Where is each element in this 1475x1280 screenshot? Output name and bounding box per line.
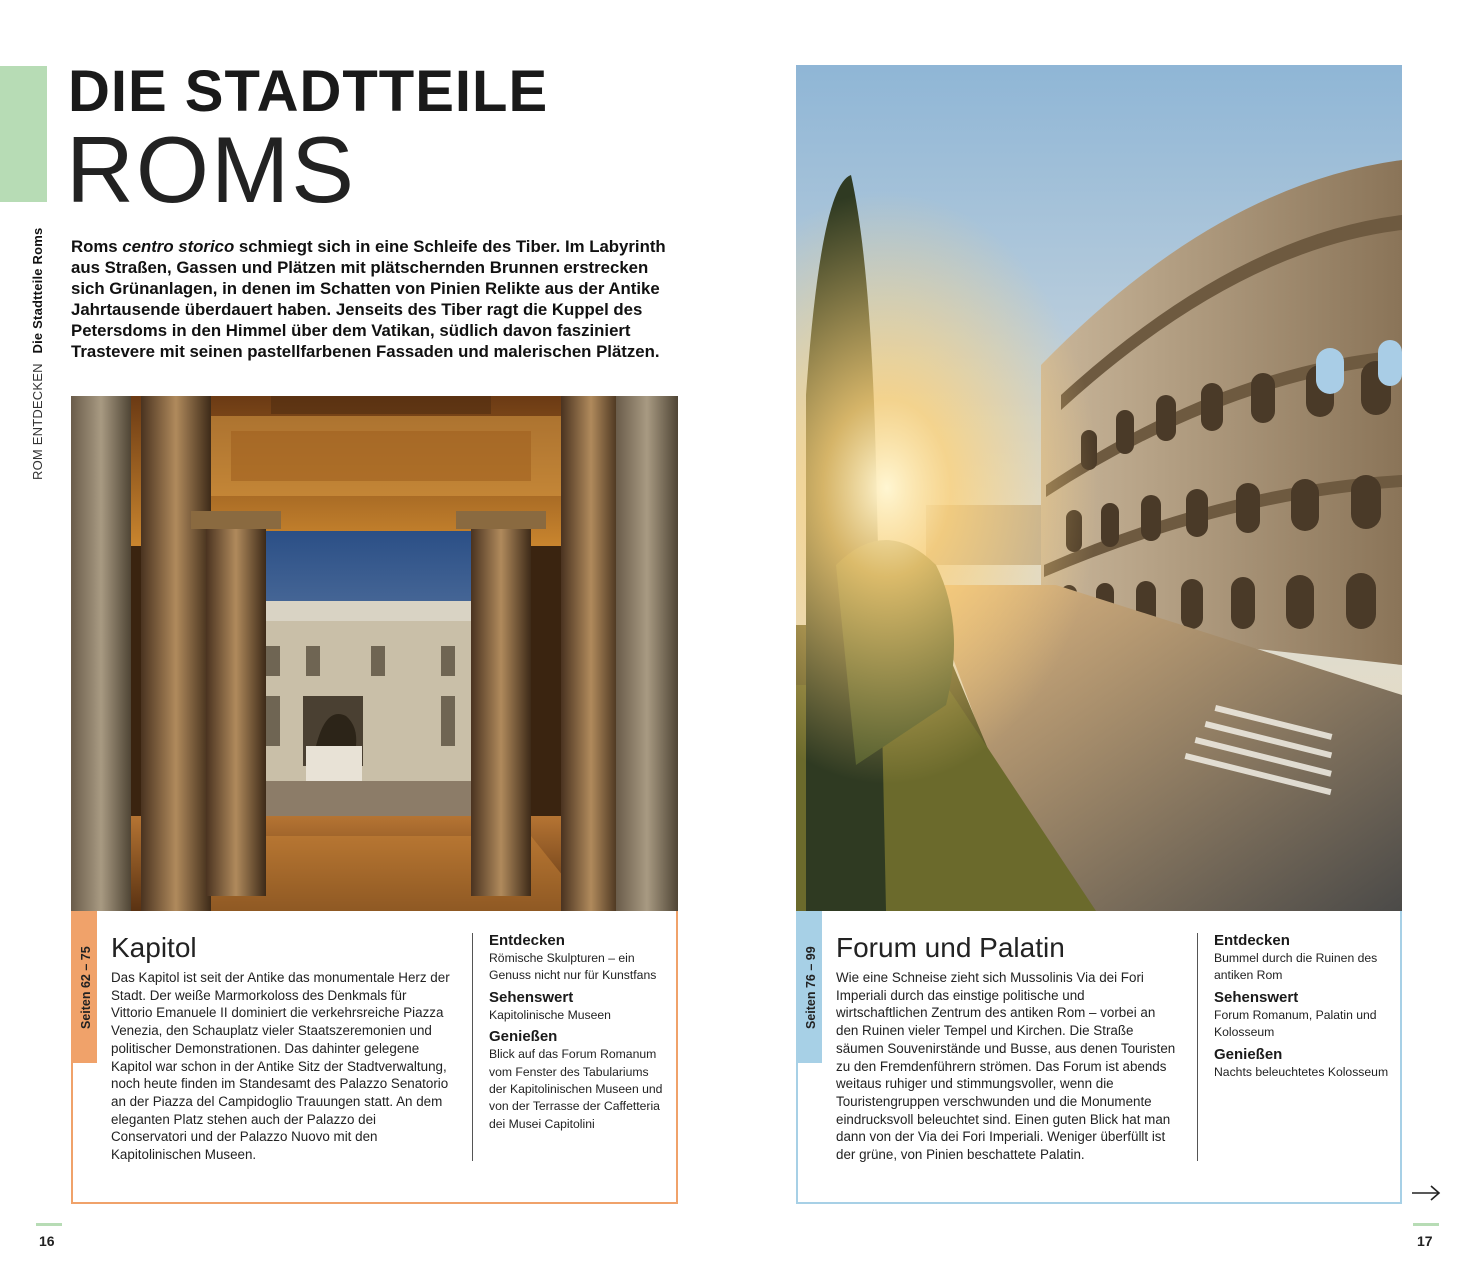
page-number-rule-left [36, 1223, 62, 1226]
intro-text-start: Roms [71, 237, 123, 256]
page-title-line2: ROMS [66, 117, 356, 222]
forum-body: Wie eine Schneise zieht sich Mussolinis Via dei Fori Imperiali durch das einstige politische und wirtschaftlichen Zentrum des antiken Rom – vorbei an den Ruinen vieler Tempel und Kirchen. Die Straße säumen Souvenirstände und Busse, aus denen Touristen zu den Fremdenführern strömen. Das Forum ist abends weitaus ruhiger und stimmungsvoller, wenn die Touristengruppen verschwunden und die Monumente eindrucksvoll beleuchtet sind. Einen guten Blick hat man dann von der Via dei Fori Imperiali. Weniger überfüllt ist der grüne, von Pinien beschattete Palatin. [836, 970, 1176, 1163]
kapitol-geniessen-text: Blick auf das Forum Romanum vom Fenster des Tabulariums der Kapitolinischen Museen und von der Terrasse der Caffetteria dei Musei Capitolini [489, 1047, 663, 1131]
colosseum-photo [796, 65, 1402, 911]
forum-divider [1197, 933, 1198, 1161]
forum-pages-label: Seiten 76 – 99 [804, 946, 818, 1029]
intro-text-rest: schmiegt sich in eine Schleife des Tiber. Im Labyrinth aus Straßen, Gassen und Plätzen mit plätschernden Brunnen erstrecken sich Grünanlagen, in denen im Schatten von Pinien Relikte aus der Antike Jahrtausende überdauert haben. Jenseits des Tiber ragt die Kuppel des Petersdoms in den Himmel über dem Vatikan, südlich davon fasziniert Trastevere mit seinen pastellfarbenen Fassaden und malerischen Plätzen. [71, 237, 666, 361]
kapitol-geniessen-head: Genießen [489, 1028, 558, 1046]
forum-sidebar [1214, 931, 1394, 1084]
forum-infobox [796, 911, 1402, 1204]
page-number-right: 17 [1417, 1233, 1433, 1249]
kapitol-body: Das Kapitol ist seit der Antike das monumentale Herz der Stadt. Der weiße Marmorkoloss des Denkmals für Vittorio Emanuele II dominiert die verkehrsreiche Piazza Venezia, den Schauplatz vieler Staatszeremonien und politischer Demonstrationen. Das dahinter gelegene Kapitol war schon in der Antike Sitz der Stadtverwaltung, noch heute finden im Standesamt des Palazzo Senatorio an der Piazza del Campidoglio Trauungen statt. An dem eleganten Platz stehen auch der Palazzo dei Conservatori und der Palazzo Nuovo mit den Kapitolinischen Museen. [111, 970, 450, 1163]
forum-entdecken-text: Bummel durch die Ruinen des antiken Rom [1214, 951, 1378, 983]
chapter-color-tab [0, 66, 47, 202]
kapitol-sidebar [489, 931, 669, 1136]
intro-italic: centro storico [122, 237, 235, 256]
forum-geniessen-text: Nachts beleuchtetes Kolosseum [1214, 1064, 1389, 1079]
arrow-right-icon[interactable] [1410, 1182, 1442, 1204]
kapitol-divider [472, 933, 473, 1161]
kapitol-entdecken-text: Römische Skulpturen – ein Genuss nicht nur für Kunstfans [489, 951, 657, 983]
kapitol-title: Kapitol [111, 932, 197, 963]
kapitol-photo [71, 396, 678, 911]
kapitol-pages-label: Seiten 62 – 75 [79, 946, 93, 1029]
kapitol-sehenswert-head: Sehenswert [489, 988, 574, 1006]
forum-sehenswert-text: Forum Romanum, Palatin und Kolosseum [1214, 1007, 1377, 1040]
forum-geniessen-head: Genießen [1214, 1045, 1283, 1063]
page-number-left: 16 [39, 1233, 55, 1249]
forum-entdecken-head: Entdecken [1214, 932, 1290, 949]
kapitol-pages-tab [73, 911, 97, 1063]
page-title-line1: DIE STADTTEILE [68, 59, 549, 124]
running-section: ROM ENTDECKEN [30, 363, 45, 480]
intro-paragraph [71, 236, 671, 362]
page-number-rule-right [1413, 1223, 1439, 1226]
kapitol-entdecken-head: Entdecken [489, 932, 565, 949]
forum-sehenswert-head: Sehenswert [1214, 988, 1299, 1006]
kapitol-sehenswert-text: Kapitolinische Museen [489, 1007, 611, 1022]
kapitol-infobox [71, 911, 678, 1204]
running-chapter: Die Stadtteile Roms [30, 227, 45, 354]
forum-pages-tab [798, 911, 822, 1063]
forum-title: Forum und Palatin [836, 932, 1065, 963]
